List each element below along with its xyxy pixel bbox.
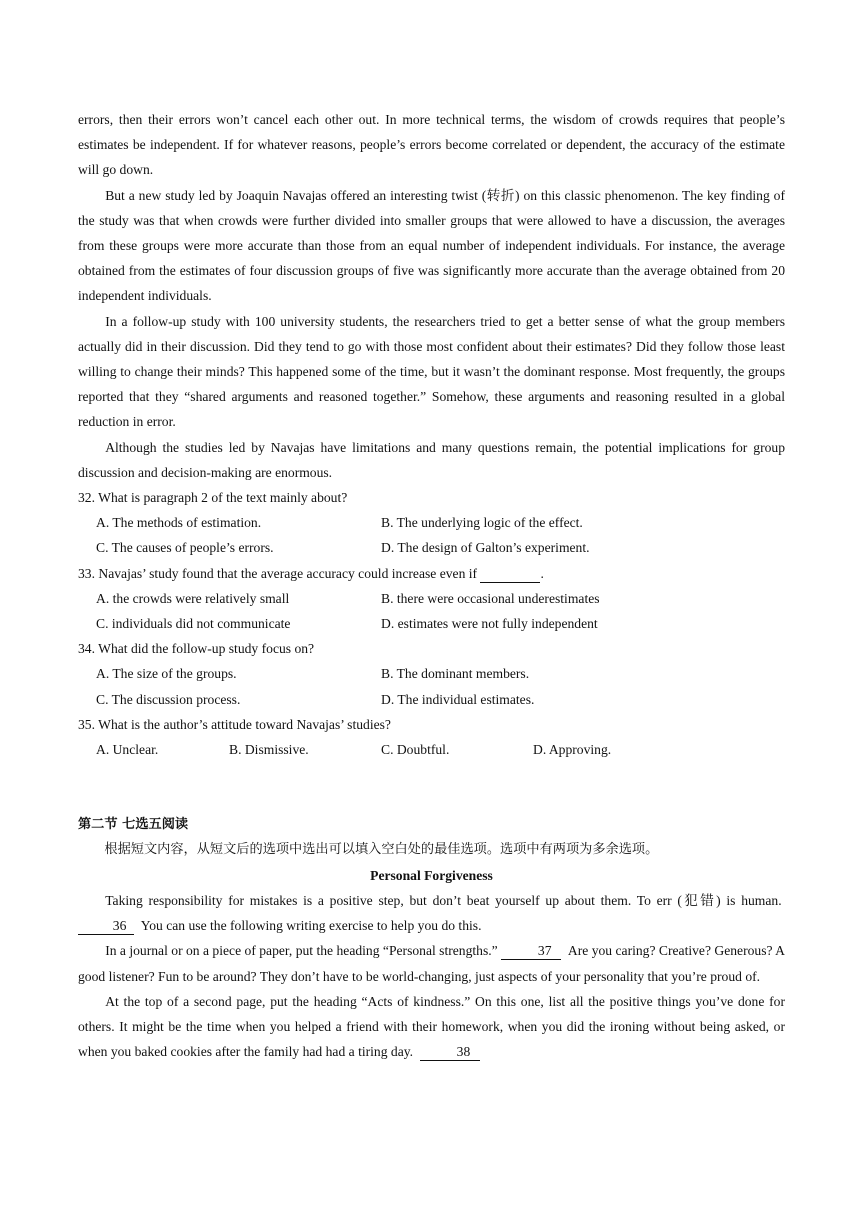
q35-option-c: C. Doubtful. [381, 742, 450, 758]
question-32-options [78, 510, 785, 560]
q33-stem-text: 33. Navajas’ study found that the average accuracy could increase even if [78, 565, 478, 581]
passage-paragraph-4: Although the studies led by Navajas have limitations and many questions remain, the potential implications for group discussion and decision-making are enormous. [78, 439, 785, 480]
s2p1-text-before: Taking responsibility for mistakes is a positive step, but don’t beat yourself up about them. To err (犯错) is human. [105, 892, 782, 908]
section-2-heading: 第二节 七选五阅读 [78, 817, 189, 833]
q33-stem-end: . [540, 565, 544, 581]
q33-answer-blank [480, 565, 540, 583]
s2p3-text-before: At the top of a second page, put the heading “Acts of kindness.” On this one, list all the positive things you’ve done for others. It might be the time when you helped a friend with their homework, when you did the ironing without being asked, or when you baked cookies after the family had had a tiring day. [78, 993, 785, 1060]
section-2-paragraph-3 [78, 989, 785, 1065]
blank-36: 36 [78, 917, 134, 935]
q32-option-a: A. The methods of estimation. [96, 515, 262, 531]
section-2-instruction: 根据短文内容，从短文后的选项中选出可以填入空白处的最佳选项。选项中有两项为多余选项。 [104, 842, 659, 858]
q34-option-b: B. The dominant members. [381, 666, 530, 682]
q33-option-c: C. individuals did not communicate [96, 616, 291, 632]
q33-option-d: D. estimates were not fully independent [381, 616, 598, 632]
q33-option-b: B. there were occasional underestimates [381, 590, 600, 606]
section-2-paragraph-1 [78, 888, 785, 938]
s2p2-text-after: Are you caring? Creative? Generous? A good listener? Fun to be around? They don’t have to be world-changing, just aspects of your personality that you’re proud of. [78, 943, 785, 984]
question-34-stem: 34. What did the follow-up study focus on? [78, 641, 315, 657]
passage-title: Personal Forgiveness [370, 867, 493, 883]
blank-38: 38 [420, 1043, 480, 1061]
document-page [78, 107, 785, 1064]
passage-paragraph-3: In a follow-up study with 100 university students, the researchers tried to get a better sense of what the group members actually did in their discussion. Did they tend to go with those most confident about their estimates? Did they follow those least willing to change their minds? This happened some of the time, but it wasn’t the dominant response. Most frequently, the groups reported that they “shared arguments and reasoned together.” Somehow, these arguments and reasoning resulted in a global reduction in error. [78, 313, 785, 430]
question-32-stem: 32. What is paragraph 2 of the text mainly about? [78, 490, 348, 506]
question-34-options [78, 661, 785, 711]
q34-option-d: D. The individual estimates. [381, 691, 535, 707]
blank-37: 37 [501, 942, 561, 960]
q34-option-c: C. The discussion process. [96, 691, 241, 707]
question-35-options [78, 737, 785, 762]
q35-option-a: A. Unclear. [96, 742, 159, 758]
q33-option-a: A. the crowds were relatively small [96, 590, 290, 606]
question-33-options [78, 586, 785, 636]
section-spacer [78, 762, 785, 812]
section-2-paragraph-2 [78, 938, 785, 988]
passage-paragraph-2: But a new study led by Joaquin Navajas offered an interesting twist (转折) on this classic phenomenon. The key finding of the study was that when crowds were further divided into smaller groups that were allowed to have a discussion, the averages from these groups were more accurate than those from an equal number of independent individuals. For instance, the average obtained from the estimates of four discussion groups of five was significantly more accurate than the average obtained from 20 independent individuals. [78, 187, 785, 304]
q32-option-d: D. The design of Galton’s experiment. [381, 540, 590, 556]
s2p2-text-before: In a journal or on a piece of paper, put the heading “Personal strengths.” [105, 943, 498, 959]
s2p1-text-after: You can use the following writing exercise to help you do this. [140, 918, 482, 934]
q35-option-d: D. Approving. [533, 742, 612, 758]
passage-paragraph-1: errors, then their errors won’t cancel each other out. In more technical terms, the wisdom of crowds requires that people’s estimates be independent. If for whatever reasons, people’s errors become correlated or dependent, the accuracy of the estimate will go down. [78, 112, 785, 178]
q32-option-c: C. The causes of people’s errors. [96, 540, 274, 556]
q32-option-b: B. The underlying logic of the effect. [381, 515, 583, 531]
q35-option-b: B. Dismissive. [229, 742, 309, 758]
question-33-stem [78, 561, 785, 586]
question-35-stem: 35. What is the author’s attitude toward Navajas’ studies? [78, 716, 391, 732]
q34-option-a: A. The size of the groups. [96, 666, 237, 682]
